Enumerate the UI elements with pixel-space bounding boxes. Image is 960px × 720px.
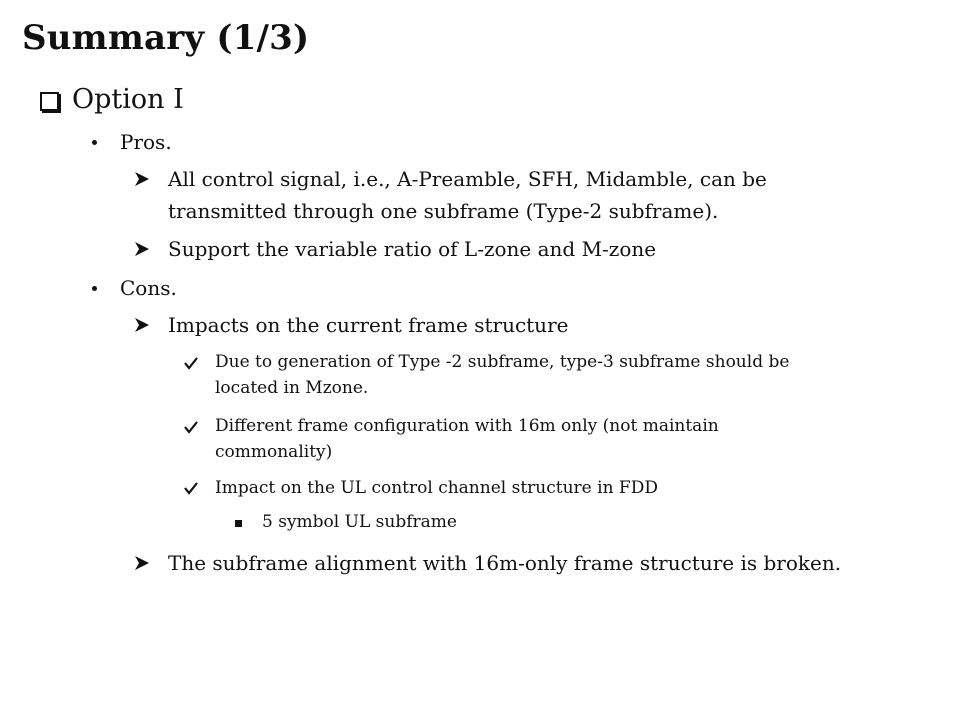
cons-subitem-2-line-1: Different frame configuration with 16m only (not maintain — [215, 416, 719, 436]
checkmark-icon — [183, 355, 199, 371]
option-heading: Option I — [72, 84, 184, 115]
cons-subitem-2-line-2: commonality) — [215, 442, 333, 462]
pros-item-1-line-1: All control signal, i.e., A-Preamble, SFH, Midamble, can be — [168, 167, 767, 191]
cons-label: Cons. — [120, 276, 177, 300]
cons-subsubitem: 5 symbol UL subframe — [262, 512, 457, 532]
arrowhead-icon — [133, 240, 151, 258]
arrowhead-icon — [133, 316, 151, 334]
checkbox-square-icon — [40, 92, 59, 111]
arrowhead-icon — [133, 170, 151, 188]
slide-title: Summary (1/3) — [22, 18, 310, 58]
cons-subitem-1-line-1: Due to generation of Type -2 subframe, type-3 subframe should be — [215, 352, 790, 372]
arrowhead-icon — [133, 554, 151, 572]
bullet-dot-icon — [92, 286, 97, 291]
checkmark-icon — [183, 480, 199, 496]
cons-subitem-3: Impact on the UL control channel structure in FDD — [215, 478, 658, 498]
cons-subitem-1-line-2: located in Mzone. — [215, 378, 369, 398]
pros-item-1-line-2: transmitted through one subframe (Type-2 subframe). — [168, 199, 719, 223]
pros-item-2: Support the variable ratio of L-zone and M-zone — [168, 237, 657, 261]
checkmark-icon — [183, 419, 199, 435]
square-bullet-icon — [235, 520, 242, 527]
bullet-dot-icon — [92, 140, 97, 145]
cons-item-2: The subframe alignment with 16m-only frame structure is broken. — [168, 551, 842, 575]
pros-label: Pros. — [120, 130, 172, 154]
cons-item-1: Impacts on the current frame structure — [168, 313, 569, 337]
